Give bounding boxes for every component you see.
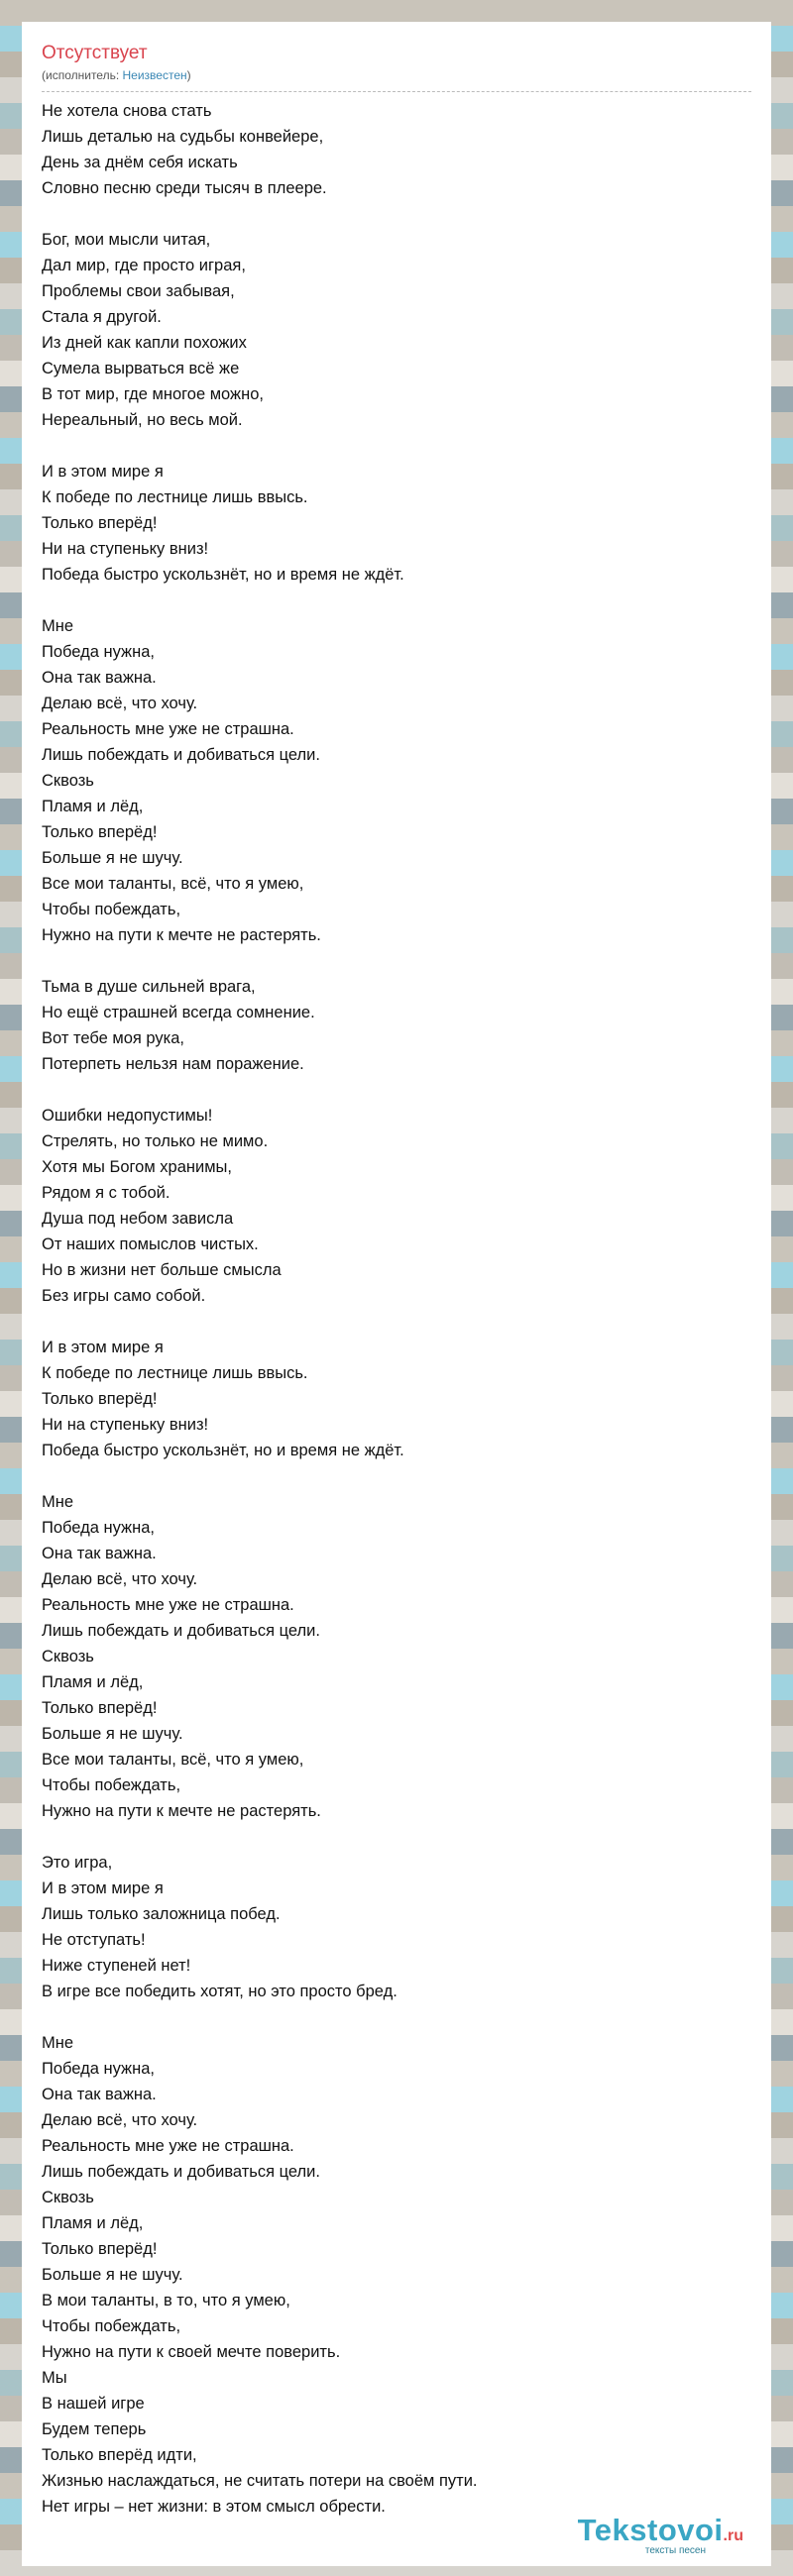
lyric-line: Нужно на пути к мечте не растерять. [42,1802,321,1820]
lyric-line: К победе по лестнице лишь ввысь. [42,488,308,506]
lyric-line: Пламя и лёд, [42,1673,144,1691]
lyric-line: Она так важна. [42,1545,157,1562]
lyric-line: Пламя и лёд, [42,2214,144,2232]
lyric-line: Бог, мои мысли читая, [42,231,211,249]
lyric-line: Мы [42,2369,67,2387]
lyric-line: Словно песню среди тысяч в плеере. [42,179,327,197]
lyric-line: И в этом мире я [42,463,164,481]
lyric-line: Сквозь [42,1648,94,1665]
lyric-line: Будем теперь [42,2420,147,2438]
lyric-line: Больше я не шучу. [42,1725,183,1743]
lyric-line: От наших помыслов чистых. [42,1235,259,1253]
lyric-line: Реальность мне уже не страшна. [42,2137,294,2155]
lyric-line: Лишь побеждать и добиваться цели. [42,1622,320,1640]
lyric-line: Ни на ступеньку вниз! [42,540,209,558]
lyric-line: Мне [42,2034,74,2052]
stanza-break [42,1463,751,1489]
lyric-line: Сквозь [42,772,94,790]
lyric-line: Не отступать! [42,1931,146,1949]
lyric-line: Рядом я с тобой. [42,1184,170,1202]
lyric-line: Но ещё страшней всегда сомнение. [42,1004,315,1021]
lyric-line: Лишь деталью на судьбы конвейере, [42,128,324,146]
lyric-line: Из дней как капли похожих [42,334,247,352]
lyric-line: В тот мир, где многое можно, [42,385,264,403]
lyric-line: Победа нужна, [42,1519,155,1537]
lyric-line: Лишь побеждать и добиваться цели. [42,2163,320,2181]
artist-prefix: (исполнитель: [42,68,123,82]
lyric-line: Лишь побеждать и добиваться цели. [42,746,320,764]
lyric-line: Нет игры – нет жизни: в этом смысл обрести. [42,2498,386,2516]
lyric-line: Победа быстро ускользнёт, но и время не ждёт. [42,1442,404,1459]
stanza-break [42,1309,751,1335]
lyric-line: В мои таланты, в то, что я умею, [42,2292,290,2309]
lyric-line: Стала я другой. [42,308,162,326]
lyric-line: Делаю всё, что хочу. [42,695,198,712]
lyric-line: Чтобы побеждать, [42,1776,181,1794]
lyric-line: Лишь только заложница побед. [42,1905,281,1923]
lyric-line: Только вперёд! [42,823,158,841]
lyric-line: Но в жизни нет больше смысла [42,1261,282,1279]
lyric-line: Только вперёд! [42,1699,158,1717]
lyric-line: Вот тебе моя рука, [42,1029,184,1047]
lyric-line: Без игры само собой. [42,1287,206,1305]
lyric-line: Это игра, [42,1854,113,1872]
lyric-line: Только вперёд! [42,1390,158,1408]
artist-suffix: ) [186,68,191,82]
lyric-line: Делаю всё, что хочу. [42,2111,198,2129]
logo-tld: .ru [723,2527,743,2544]
lyric-line: Все мои таланты, всё, что я умею, [42,875,304,893]
divider [42,91,751,92]
lyric-line: Сквозь [42,2189,94,2206]
lyric-line: Только вперёд! [42,2240,158,2258]
artist-line [42,67,751,83]
lyrics-card [22,22,771,2566]
lyric-line: Только вперёд идти, [42,2446,197,2464]
lyric-line: Победа быстро ускользнёт, но и время не ждёт. [42,566,404,584]
lyric-line: К победе по лестнице лишь ввысь. [42,1364,308,1382]
lyric-line: И в этом мире я [42,1339,164,1356]
lyric-line: Победа нужна, [42,2060,155,2078]
stanza-break [42,2004,751,2030]
lyric-line: Больше я не шучу. [42,2266,183,2284]
lyric-line: Тьма в душе сильней врага, [42,978,256,996]
lyric-line: Она так важна. [42,2086,157,2103]
artist-link[interactable]: Неизвестен [122,68,187,82]
lyric-line: Все мои таланты, всё, что я умею, [42,1751,304,1769]
site-logo[interactable] [578,2514,743,2556]
page-title: Отсутствует [42,43,148,63]
lyric-line: Проблемы свои забывая, [42,282,235,300]
lyric-line: Потерпеть нельзя нам поражение. [42,1055,304,1073]
stanza-break [42,201,751,227]
stanza-break [42,1077,751,1103]
lyric-line: Мне [42,1493,74,1511]
lyric-line: Нужно на пути к мечте не растерять. [42,926,321,944]
stanza-break [42,1824,751,1850]
lyric-line: День за днём себя искать [42,154,238,171]
stanza-break [42,588,751,613]
lyric-line: Реальность мне уже не страшна. [42,1596,294,1614]
lyrics-text [42,98,751,2520]
logo-text: Tekstovoi [577,2513,724,2547]
lyric-line: Не хотела снова стать [42,102,212,120]
lyric-line: Стрелять, но только не мимо. [42,1132,269,1150]
lyric-line: В игре все победить хотят, но это просто бред. [42,1983,397,2000]
lyric-line: Победа нужна, [42,643,155,661]
lyric-line: Только вперёд! [42,514,158,532]
lyric-line: Реальность мне уже не страшна. [42,720,294,738]
lyric-line: Ниже ступеней нет! [42,1957,191,1975]
stanza-break [42,948,751,974]
lyric-line: Она так важна. [42,669,157,687]
stanza-break [42,433,751,459]
lyric-line: Душа под небом зависла [42,1210,234,1228]
lyric-line: В нашей игре [42,2395,145,2413]
lyric-line: Ошибки недопустимы! [42,1107,213,1125]
lyric-line: Ни на ступеньку вниз! [42,1416,209,1434]
lyric-line: Дал мир, где просто играя, [42,257,246,274]
lyric-line: Нереальный, но весь мой. [42,411,243,429]
lyric-line: Мне [42,617,74,635]
lyric-line: Делаю всё, что хочу. [42,1570,198,1588]
logo-tagline: тексты песен [644,2545,706,2556]
lyric-line: Больше я не шучу. [42,849,183,867]
lyric-line: Нужно на пути к своей мечте поверить. [42,2343,341,2361]
lyric-line: И в этом мире я [42,1879,164,1897]
lyric-line: Сумела вырваться всё же [42,360,240,377]
lyric-line: Чтобы побеждать, [42,2317,181,2335]
lyric-line: Чтобы побеждать, [42,901,181,918]
lyric-line: Пламя и лёд, [42,798,144,815]
lyric-line: Хотя мы Богом хранимы, [42,1158,232,1176]
lyric-line: Жизнью наслаждаться, не считать потери на своём пути. [42,2472,478,2490]
